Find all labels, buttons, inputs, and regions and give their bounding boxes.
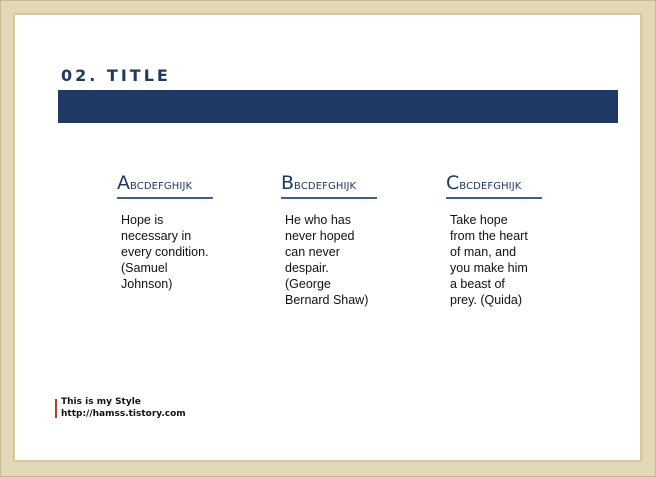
footer-line-style: This is my Style: [61, 397, 141, 407]
heading-initial: B: [281, 172, 295, 194]
heading-initial: A: [117, 172, 130, 194]
column-text: Hope is necessary in every condition. (Samuel Johnson): [121, 213, 209, 291]
heading-rest: BCDEFGHIJK: [130, 181, 193, 192]
column-c: [446, 172, 556, 308]
column-b: [281, 172, 391, 308]
heading-underline: [117, 197, 213, 199]
column-text: He who has never hoped can never despair. (George Bernard Shaw): [285, 213, 369, 307]
column-heading: [117, 172, 227, 196]
heading-underline: [281, 197, 377, 199]
heading-underline: [446, 197, 542, 199]
column-heading: [281, 172, 391, 196]
heading-rest: BCDEFGHIJK: [294, 181, 357, 192]
footer-marker: [55, 399, 57, 418]
heading-initial: C: [446, 172, 460, 194]
slide: [14, 14, 641, 461]
footer: [61, 396, 186, 420]
column-text: Take hope from the heart of man, and you make him a beast of prey. (Quida): [450, 213, 528, 307]
column-heading: [446, 172, 556, 196]
footer-link[interactable]: http://hamss.tistory.com: [61, 409, 186, 419]
heading-rest: BCDEFGHIJK: [459, 181, 522, 192]
title-band: [58, 90, 618, 123]
column-a: [117, 172, 227, 292]
slide-title: 02. TITLE: [61, 66, 171, 85]
